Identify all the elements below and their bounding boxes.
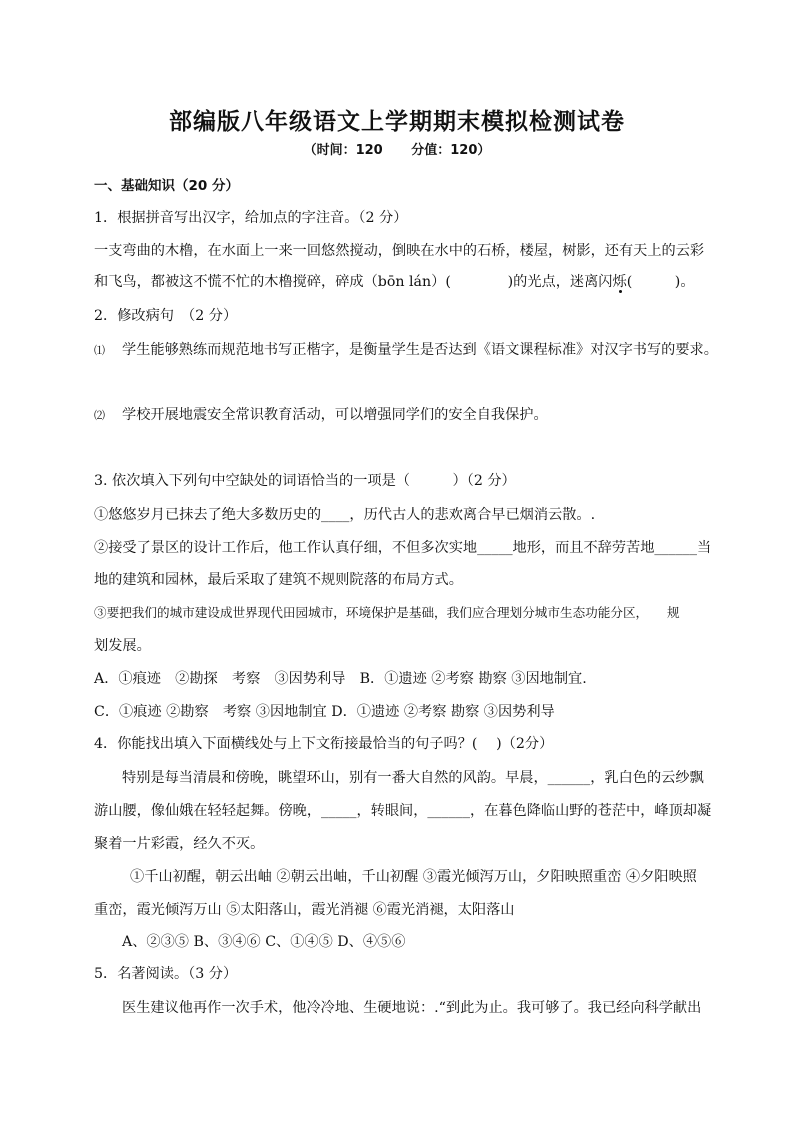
q2-item-2-text: 学校开展地震安全常识教育活动，可以增强同学们的安全自我保护。 (122, 407, 548, 423)
q3-sentence-2a: ②接受了景区的设计工作后，他工作认真仔细，不但多次实地_____地形，而且不辞劳苦地______当 (94, 540, 712, 556)
q5-prompt: 5．名著阅读。（3 分） (94, 966, 238, 982)
exam-score: 分值：120） (411, 143, 491, 158)
q4-choices-line2: 重峦，霞光倾泻万山 ⑤太阳落山，霞光消褪 ⑥霞光消褪，太阳落山 (94, 902, 515, 918)
exam-title: 部编版八年级语文上学期期末模拟检测试卷 (169, 109, 625, 135)
q2-item-1 (94, 340, 718, 361)
q2-item-1-text: 学生能够熟练而规范地书写正楷字，是衡量学生是否达到《语文课程标准》对汉字书写的要求。 (122, 342, 718, 358)
q2-prompt: 2．修改病句 （2 分） (94, 308, 238, 324)
q3-sentence-1: ①悠悠岁月已抹去了绝大多数历史的____，历代古人的悲欢离合早已烟消云散。. (94, 507, 596, 523)
q1-text-line2-post: ( )。 (626, 274, 695, 290)
section-heading: 一、基础知识（20 分） (94, 178, 239, 194)
q4-choices-line1: ①千山初醒，朝云出岫 ②朝云出岫，千山初醒 ③霞光倾泻万山，夕阳映照重峦 ④夕阳映照 (130, 869, 697, 885)
q4-options: A、②③⑤ B、③④⑥ C、①④⑤ D、④⑤⑥ (122, 934, 406, 950)
q2-item-2-number: ⑵ (94, 409, 105, 422)
q1-prompt: 1．根据拼音写出汉字，给加点的字注音。（2 分） (94, 210, 408, 226)
q3-sentence-3a: ③要把我们的城市建设成世界现代田园城市，环境保护是基础，我们应合理划分城市生态功能分区， 规 (94, 605, 680, 620)
q2-item-1-number: ⑴ (94, 344, 105, 357)
q3-options-ab: A．①痕迹 ②勘探 考察 ③因势利导 B．①遗迹 ②考察 勘察 ③因地制宜. (94, 671, 587, 687)
exam-subtitle (0, 139, 794, 158)
q2-item-2 (94, 405, 548, 426)
q1-text-line2 (94, 272, 695, 292)
q1-text-line1: 一支弯曲的木橹，在水面上一来一回悠然搅动，倒映在水中的石桥，楼屋，树影，还有天上的云彩 (94, 243, 705, 259)
q4-prompt: 4．你能找出填入下面横线处与上下文衔接最恰当的句子吗？( )（2分） (94, 736, 554, 752)
q4-passage-line1: 特别是每当清晨和傍晚，眺望环山，别有一番大自然的风韵。早晨，______，乳白色的云纱飘 (122, 770, 704, 786)
q5-passage-line1: 医生建议他再作一次手术，他冷冷地、生硬地说：.“到此为止。我可够了。我已经向科学献出 (122, 1000, 702, 1016)
exam-time: （时间：120 (303, 143, 383, 158)
q3-sentence-2b: 地的建筑和园林，最后采取了建筑不规则院落的布局方式。 (94, 572, 463, 588)
q3-options-cd: C．①痕迹 ②勘察 考察 ③因地制宜 D．①遗迹 ②考察 勘察 ③因势利导 (94, 704, 555, 720)
q4-passage-line2: 游山腰，像仙娥在轻轻起舞。傍晚，_____，转眼间，______，在暮色降临山野的苍茫中，峰顶却凝 (94, 803, 712, 819)
q3-sentence-3b: 划发展。 (94, 638, 151, 654)
q1-dotted-char: 烁 (612, 274, 627, 290)
q4-passage-line3: 聚着一片彩霞，经久不灭。 (94, 836, 265, 852)
q3-prompt: 3. 依次填入下列句中空缺处的词语恰当的一项是（ ）（2 分） (94, 473, 516, 489)
q1-text-line2-pre: 和飞鸟，都被这不慌不忙的木橹搅碎，碎成（bōn lán）( )的光点，迷离闪 (94, 274, 613, 290)
